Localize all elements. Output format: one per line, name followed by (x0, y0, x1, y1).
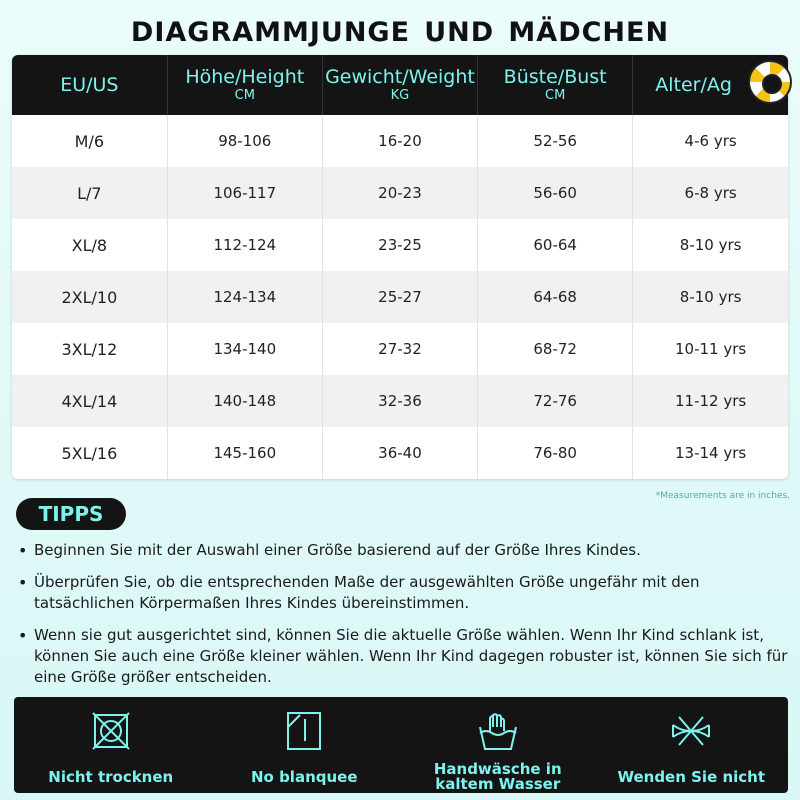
cell-weight: 23-25 (322, 219, 477, 271)
care-item-no-tumble-dry (16, 697, 206, 793)
lifebuoy-icon (748, 60, 792, 104)
table-row (12, 271, 788, 323)
header-height (167, 55, 322, 115)
header-label: Büste/Bust (503, 65, 607, 88)
header-bust (478, 55, 633, 115)
cell-age: 4-6 yrs (633, 115, 788, 167)
cell-age: 8-10 yrs (633, 271, 788, 323)
cell-height: 134-140 (167, 323, 322, 375)
cell-height: 145-160 (167, 427, 322, 479)
care-item-hand-wash (403, 697, 593, 793)
header-unit: KG (390, 87, 410, 103)
cell-height: 140-148 (167, 375, 322, 427)
do-not-wring-icon (669, 709, 713, 753)
header-label: Gewicht/Weight (325, 65, 475, 88)
cell-size: 3XL/12 (61, 339, 118, 359)
no-tumble-dry-icon (89, 709, 133, 753)
cell-height: 112-124 (167, 219, 322, 271)
table-header-row (12, 55, 788, 115)
cell-weight: 32-36 (322, 375, 477, 427)
cell-bust: 68-72 (478, 323, 633, 375)
header-weight (322, 55, 477, 115)
list-item: • Wenn sie gut ausgerichtet sind, können Sie die aktuelle Größe wählen. Wenn Ihr Kind schlank ist, können Sie auch eine Größe kleiner wählen. Wenn Ihr Kind dagegen robuster ist, können Sie sich für eine Größe größer entscheiden. (18, 625, 790, 688)
table-row (12, 375, 788, 427)
header-label: EU/US (60, 73, 119, 96)
care-item-no-bleach (209, 697, 399, 793)
table-row (12, 427, 788, 479)
table-row (12, 115, 788, 167)
header-size (12, 55, 167, 115)
care-label: Wenden Sie nicht (617, 767, 766, 786)
header-label: Alter/Ag (655, 73, 732, 96)
list-item: • Beginnen Sie mit der Auswahl einer Größe basierend auf der Größe Ihres Kindes. (18, 540, 790, 561)
tips-list (18, 540, 790, 699)
hand-wash-icon (476, 709, 520, 753)
cell-bust: 52-56 (478, 115, 633, 167)
cell-height: 124-134 (167, 271, 322, 323)
header-label: Höhe/Height (185, 65, 305, 88)
cell-bust: 72-76 (478, 375, 633, 427)
cell-size: L/7 (77, 183, 102, 203)
cell-weight: 16-20 (322, 115, 477, 167)
cell-size: 5XL/16 (61, 443, 118, 463)
care-instructions-bar (14, 697, 788, 793)
cell-height: 106-117 (167, 167, 322, 219)
list-item: • Überprüfen Sie, ob die entsprechenden Maße der ausgewählten Größe ungefähr mit den tatsächlichen Körpermaßen Ihres Kindes übereinstimmen. (18, 572, 790, 614)
cell-bust: 64-68 (478, 271, 633, 323)
size-table (12, 55, 788, 479)
cell-age: 8-10 yrs (633, 219, 788, 271)
table-row (12, 167, 788, 219)
cell-weight: 27-32 (322, 323, 477, 375)
measurement-note: *Measurements are in inches. (655, 491, 790, 501)
cell-age: 11-12 yrs (633, 375, 788, 427)
table-row (12, 219, 788, 271)
cell-bust: 60-64 (478, 219, 633, 271)
cell-bust: 56-60 (478, 167, 633, 219)
cell-age: 13-14 yrs (633, 427, 788, 479)
cell-size: XL/8 (71, 235, 108, 255)
tipps-badge: TIPPS (16, 498, 126, 530)
cell-age: 10-11 yrs (633, 323, 788, 375)
cell-weight: 25-27 (322, 271, 477, 323)
no-bleach-icon (282, 709, 326, 753)
cell-size: 4XL/14 (61, 391, 118, 411)
cell-weight: 36-40 (322, 427, 477, 479)
cell-bust: 76-80 (478, 427, 633, 479)
cell-size: M/6 (74, 131, 105, 151)
cell-weight: 20-23 (322, 167, 477, 219)
header-unit: CM (545, 87, 566, 103)
table-row (12, 323, 788, 375)
page-title: diagrammjunge und mädchen (130, 6, 670, 50)
care-label: Handwäsche in kaltem Wasser (433, 760, 562, 793)
care-label: Nicht trocknen (48, 767, 174, 786)
cell-age: 6-8 yrs (633, 167, 788, 219)
header-unit: CM (234, 87, 255, 103)
cell-height: 98-106 (167, 115, 322, 167)
care-item-do-not-wring (596, 697, 786, 793)
care-label: No blanquee (250, 767, 358, 786)
cell-size: 2XL/10 (61, 287, 118, 307)
